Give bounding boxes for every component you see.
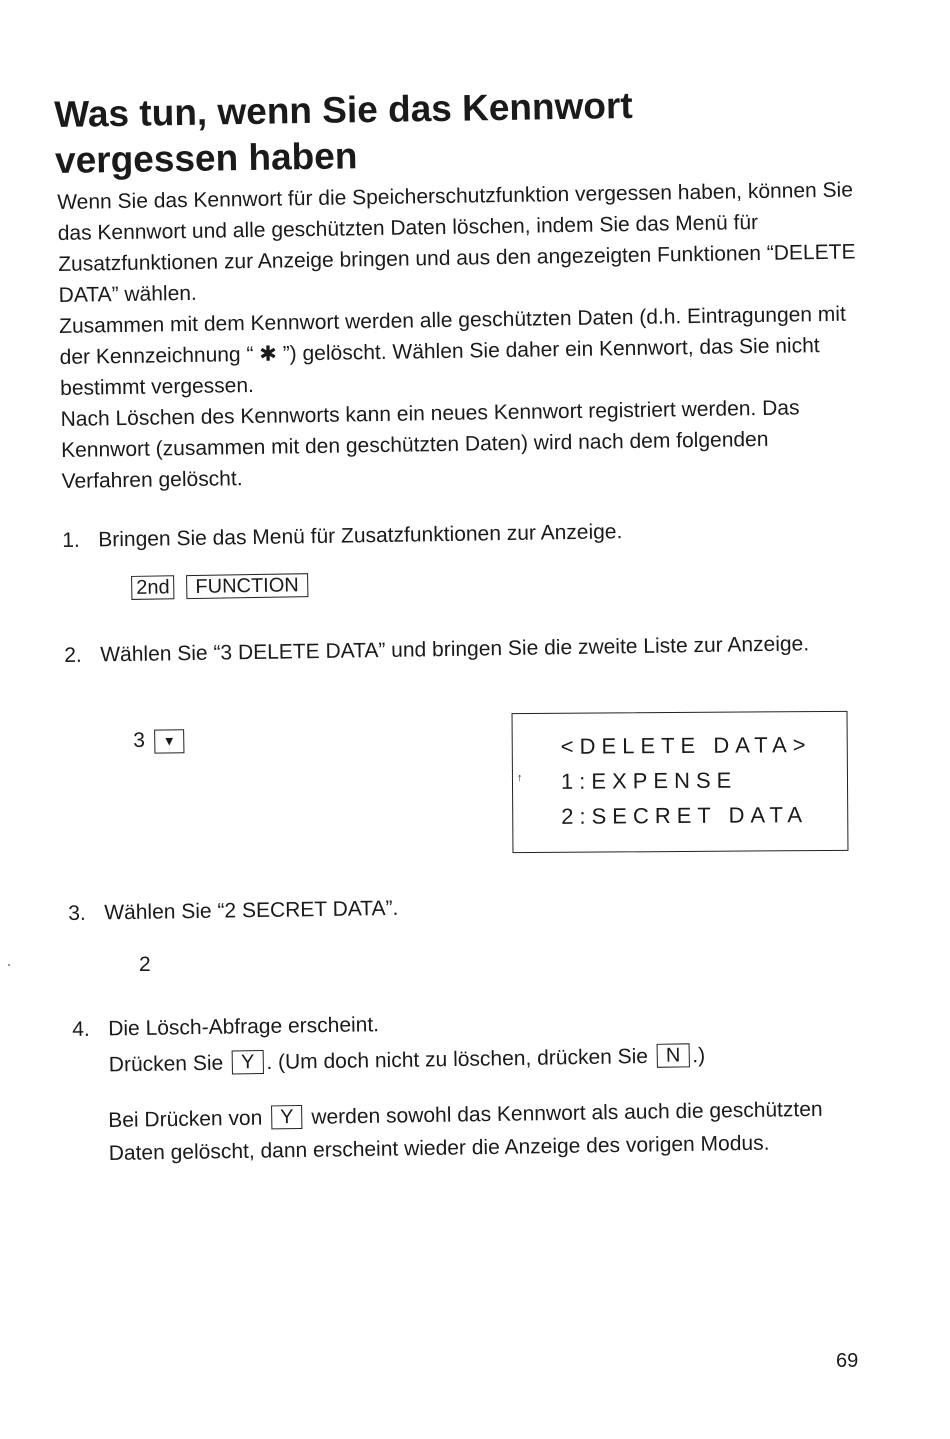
- step-text: Die Lösch-Abfrage erscheint.: [108, 1013, 380, 1041]
- note-text: werden sowohl das Kennwort als auch die geschützten Daten gelöscht, dann erscheint wieder die Anzeige des vorigen Modus.: [108, 1097, 823, 1165]
- step-number: 4.: [72, 1017, 90, 1041]
- instruction-text: .): [692, 1044, 706, 1068]
- step-4-note: [108, 1092, 849, 1170]
- key-2nd: 2nd: [131, 575, 175, 600]
- step-2: [64, 627, 844, 672]
- key-function: FUNCTION: [186, 573, 308, 599]
- input-value: 2: [139, 953, 151, 976]
- intro-text: [57, 174, 862, 497]
- intro-paragraph: Wenn Sie das Kennwort für die Speicherschutzfunktion vergessen haben, können Sie das Kennwort und alle geschützten Daten löschen, indem Sie das Menü für Zusatzfunktionen zur Anzeige bringen und aus den angezeigten Funktionen “DELETE DATA” wählen.: [57, 178, 856, 307]
- step-4: [72, 1001, 853, 1082]
- instruction-text: . (Um doch nicht zu löschen, drücken Sie: [266, 1044, 649, 1074]
- step-1: [62, 512, 822, 557]
- step-3: [68, 886, 768, 930]
- step-text: Bringen Sie das Menü für Zusatzfunktionen zur Anzeige.: [98, 520, 623, 552]
- input-value: 3: [133, 728, 146, 752]
- step-number: 2.: [64, 643, 82, 667]
- step-text: Wählen Sie “3 DELETE DATA” und bringen Sie die zweite Liste zur Anzeige.: [100, 632, 810, 667]
- down-arrow-key-icon: ▼: [154, 729, 185, 753]
- key-y: Y: [232, 1050, 264, 1074]
- lcd-line: 2:SECRET DATA: [561, 802, 809, 829]
- note-text: Bei Drücken von: [108, 1106, 263, 1132]
- scan-speck: [8, 964, 10, 966]
- step-number: 1.: [62, 528, 80, 552]
- step-number: 3.: [68, 901, 86, 925]
- step-1-keys: [128, 569, 311, 605]
- step-2-keys: [133, 723, 188, 757]
- intro-paragraph: Nach Löschen des Kennworts kann ein neues Kennwort registriert werden. Das Kennwort (zusammen mit den geschützten Daten) wird nach dem folgenden Verfahren gelöscht.: [60, 396, 800, 493]
- key-n: N: [657, 1043, 690, 1068]
- step-text: Wählen Sie “2 SECRET DATA”.: [104, 896, 399, 925]
- instruction-text: Drücken Sie: [108, 1051, 224, 1077]
- page-number: 69: [836, 1350, 859, 1372]
- lcd-line: 1:EXPENSE: [560, 767, 738, 794]
- intro-paragraph: Zusammen mit dem Kennwort werden alle geschützten Daten (d.h. Eintragungen mit der Kennzeichnung “ ✱ ”) gelöscht. Wählen Sie daher ein Kennwort, das Sie nicht bestimmt vergessen.: [59, 302, 847, 400]
- key-y: Y: [271, 1105, 303, 1129]
- lcd-display: [512, 711, 849, 853]
- up-arrow-icon: ↑: [516, 772, 523, 785]
- page-title: Was tun, wenn Sie das Kennwort vergessen haben: [54, 84, 633, 181]
- lcd-line: <DELETE DATA>: [560, 732, 812, 759]
